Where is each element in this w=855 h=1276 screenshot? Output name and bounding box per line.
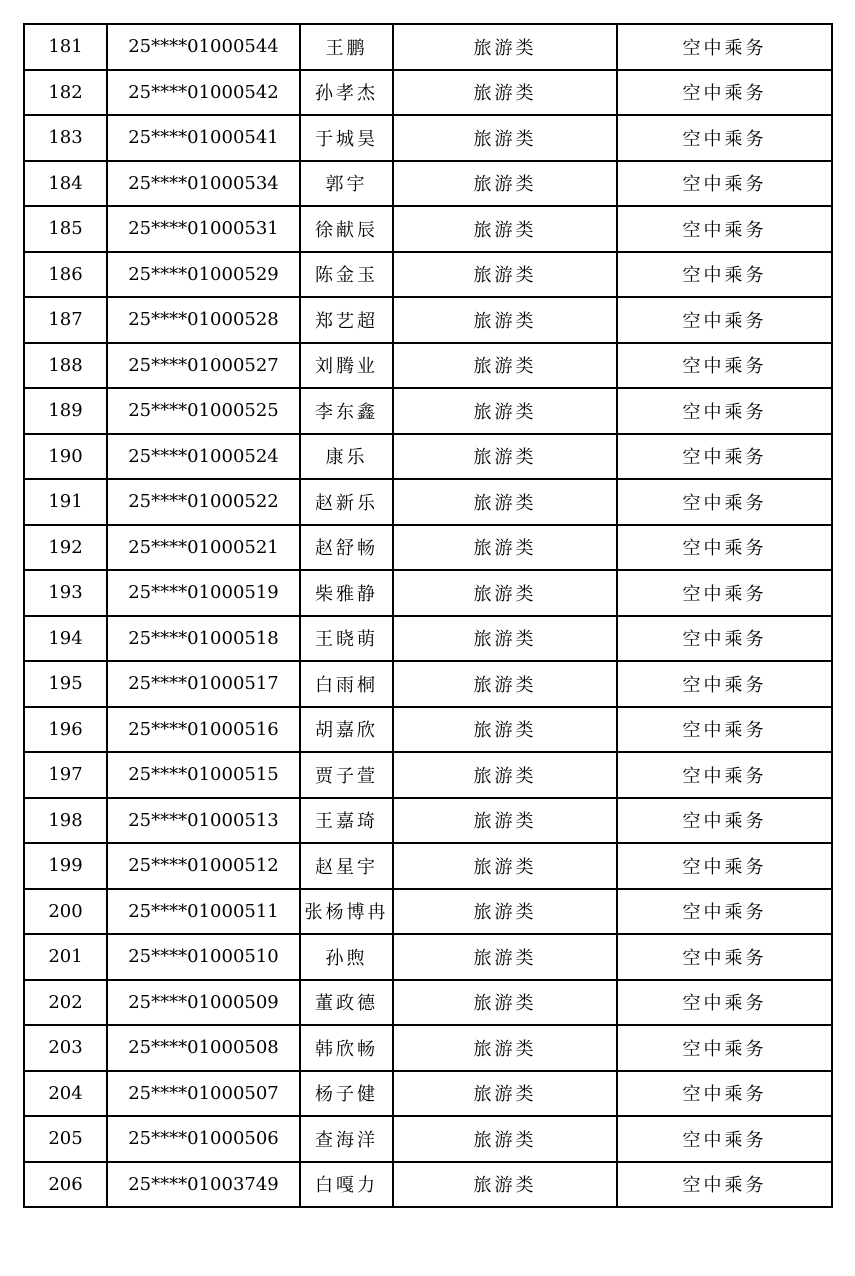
student-name-cell: 董政德 [300, 980, 393, 1026]
category-cell: 旅游类 [393, 1116, 617, 1162]
student-name-cell: 贾子萱 [300, 752, 393, 798]
category-cell: 旅游类 [393, 388, 617, 434]
major-cell: 空中乘务 [617, 570, 832, 616]
table-row [24, 525, 832, 571]
student-name-cell: 于城昊 [300, 115, 393, 161]
student-name-cell: 王鹏 [300, 24, 393, 70]
table-row [24, 980, 832, 1026]
major-cell: 空中乘务 [617, 70, 832, 116]
sequence-number-cell: 201 [24, 934, 107, 980]
sequence-number-cell: 191 [24, 479, 107, 525]
student-name-cell: 刘腾业 [300, 343, 393, 389]
category-cell: 旅游类 [393, 70, 617, 116]
major-cell: 空中乘务 [617, 479, 832, 525]
exam-id-cell: 25****01000521 [107, 525, 300, 571]
student-name-cell: 王晓萌 [300, 616, 393, 662]
category-cell: 旅游类 [393, 479, 617, 525]
category-cell: 旅游类 [393, 616, 617, 662]
table-row [24, 70, 832, 116]
major-cell: 空中乘务 [617, 1116, 832, 1162]
major-cell: 空中乘务 [617, 707, 832, 753]
student-name-cell: 白雨桐 [300, 661, 393, 707]
student-name-cell: 韩欣畅 [300, 1025, 393, 1071]
sequence-number-cell: 197 [24, 752, 107, 798]
category-cell: 旅游类 [393, 1162, 617, 1208]
table-row [24, 343, 832, 389]
major-cell: 空中乘务 [617, 843, 832, 889]
student-name-cell: 孙孝杰 [300, 70, 393, 116]
major-cell: 空中乘务 [617, 752, 832, 798]
student-name-cell: 张杨博冉 [300, 889, 393, 935]
student-name-cell: 柴雅静 [300, 570, 393, 616]
major-cell: 空中乘务 [617, 889, 832, 935]
student-name-cell: 孙煦 [300, 934, 393, 980]
sequence-number-cell: 182 [24, 70, 107, 116]
exam-id-cell: 25****01000518 [107, 616, 300, 662]
student-name-cell: 查海洋 [300, 1116, 393, 1162]
student-name-cell: 杨子健 [300, 1071, 393, 1117]
table-row [24, 661, 832, 707]
table-row [24, 115, 832, 161]
major-cell: 空中乘务 [617, 343, 832, 389]
roster-table-body [24, 24, 832, 1207]
table-row [24, 570, 832, 616]
exam-id-cell: 25****01000508 [107, 1025, 300, 1071]
major-cell: 空中乘务 [617, 388, 832, 434]
major-cell: 空中乘务 [617, 1025, 832, 1071]
major-cell: 空中乘务 [617, 616, 832, 662]
major-cell: 空中乘务 [617, 1162, 832, 1208]
exam-id-cell: 25****01000509 [107, 980, 300, 1026]
sequence-number-cell: 190 [24, 434, 107, 480]
sequence-number-cell: 193 [24, 570, 107, 616]
sequence-number-cell: 183 [24, 115, 107, 161]
table-row [24, 889, 832, 935]
exam-id-cell: 25****01000511 [107, 889, 300, 935]
category-cell: 旅游类 [393, 707, 617, 753]
exam-id-cell: 25****01000513 [107, 798, 300, 844]
exam-id-cell: 25****01000531 [107, 206, 300, 252]
category-cell: 旅游类 [393, 343, 617, 389]
student-name-cell: 赵舒畅 [300, 525, 393, 571]
student-name-cell: 白嘎力 [300, 1162, 393, 1208]
major-cell: 空中乘务 [617, 1071, 832, 1117]
table-row [24, 24, 832, 70]
student-name-cell: 王嘉琦 [300, 798, 393, 844]
sequence-number-cell: 205 [24, 1116, 107, 1162]
table-row [24, 252, 832, 298]
exam-id-cell: 25****01000534 [107, 161, 300, 207]
major-cell: 空中乘务 [617, 798, 832, 844]
sequence-number-cell: 204 [24, 1071, 107, 1117]
sequence-number-cell: 199 [24, 843, 107, 889]
category-cell: 旅游类 [393, 1071, 617, 1117]
sequence-number-cell: 188 [24, 343, 107, 389]
sequence-number-cell: 192 [24, 525, 107, 571]
sequence-number-cell: 198 [24, 798, 107, 844]
table-row [24, 616, 832, 662]
exam-id-cell: 25****01000507 [107, 1071, 300, 1117]
major-cell: 空中乘务 [617, 24, 832, 70]
roster-table [23, 23, 833, 1208]
table-row [24, 934, 832, 980]
exam-id-cell: 25****01000529 [107, 252, 300, 298]
table-row [24, 434, 832, 480]
table-row [24, 843, 832, 889]
table-row [24, 1116, 832, 1162]
sequence-number-cell: 186 [24, 252, 107, 298]
exam-id-cell: 25****01000512 [107, 843, 300, 889]
student-name-cell: 郑艺超 [300, 297, 393, 343]
table-row [24, 1071, 832, 1117]
table-row [24, 479, 832, 525]
exam-id-cell: 25****01000541 [107, 115, 300, 161]
category-cell: 旅游类 [393, 752, 617, 798]
category-cell: 旅游类 [393, 934, 617, 980]
exam-id-cell: 25****01000516 [107, 707, 300, 753]
exam-id-cell: 25****01000519 [107, 570, 300, 616]
sequence-number-cell: 206 [24, 1162, 107, 1208]
exam-id-cell: 25****01000506 [107, 1116, 300, 1162]
category-cell: 旅游类 [393, 980, 617, 1026]
sequence-number-cell: 194 [24, 616, 107, 662]
table-row [24, 707, 832, 753]
sequence-number-cell: 184 [24, 161, 107, 207]
student-name-cell: 赵新乐 [300, 479, 393, 525]
exam-id-cell: 25****01000524 [107, 434, 300, 480]
major-cell: 空中乘务 [617, 934, 832, 980]
major-cell: 空中乘务 [617, 525, 832, 571]
major-cell: 空中乘务 [617, 980, 832, 1026]
major-cell: 空中乘务 [617, 252, 832, 298]
category-cell: 旅游类 [393, 434, 617, 480]
exam-id-cell: 25****01003749 [107, 1162, 300, 1208]
exam-id-cell: 25****01000522 [107, 479, 300, 525]
roster-table-container [23, 23, 831, 1208]
sequence-number-cell: 195 [24, 661, 107, 707]
table-row [24, 1162, 832, 1208]
major-cell: 空中乘务 [617, 115, 832, 161]
major-cell: 空中乘务 [617, 297, 832, 343]
student-name-cell: 李东鑫 [300, 388, 393, 434]
student-name-cell: 陈金玉 [300, 252, 393, 298]
category-cell: 旅游类 [393, 525, 617, 571]
exam-id-cell: 25****01000544 [107, 24, 300, 70]
table-row [24, 297, 832, 343]
table-row [24, 1025, 832, 1071]
category-cell: 旅游类 [393, 798, 617, 844]
major-cell: 空中乘务 [617, 661, 832, 707]
major-cell: 空中乘务 [617, 206, 832, 252]
major-cell: 空中乘务 [617, 161, 832, 207]
student-name-cell: 郭宇 [300, 161, 393, 207]
major-cell: 空中乘务 [617, 434, 832, 480]
exam-id-cell: 25****01000517 [107, 661, 300, 707]
sequence-number-cell: 200 [24, 889, 107, 935]
sequence-number-cell: 202 [24, 980, 107, 1026]
student-name-cell: 康乐 [300, 434, 393, 480]
category-cell: 旅游类 [393, 661, 617, 707]
category-cell: 旅游类 [393, 115, 617, 161]
category-cell: 旅游类 [393, 297, 617, 343]
exam-id-cell: 25****01000510 [107, 934, 300, 980]
sequence-number-cell: 187 [24, 297, 107, 343]
sequence-number-cell: 203 [24, 1025, 107, 1071]
exam-id-cell: 25****01000542 [107, 70, 300, 116]
sequence-number-cell: 181 [24, 24, 107, 70]
student-name-cell: 胡嘉欣 [300, 707, 393, 753]
exam-id-cell: 25****01000515 [107, 752, 300, 798]
table-row [24, 388, 832, 434]
table-row [24, 206, 832, 252]
exam-id-cell: 25****01000525 [107, 388, 300, 434]
student-name-cell: 赵星宇 [300, 843, 393, 889]
category-cell: 旅游类 [393, 24, 617, 70]
table-row [24, 161, 832, 207]
category-cell: 旅游类 [393, 161, 617, 207]
sequence-number-cell: 185 [24, 206, 107, 252]
category-cell: 旅游类 [393, 570, 617, 616]
exam-id-cell: 25****01000528 [107, 297, 300, 343]
category-cell: 旅游类 [393, 1025, 617, 1071]
table-row [24, 798, 832, 844]
category-cell: 旅游类 [393, 252, 617, 298]
category-cell: 旅游类 [393, 843, 617, 889]
table-row [24, 752, 832, 798]
sequence-number-cell: 196 [24, 707, 107, 753]
category-cell: 旅游类 [393, 889, 617, 935]
student-name-cell: 徐献辰 [300, 206, 393, 252]
exam-id-cell: 25****01000527 [107, 343, 300, 389]
sequence-number-cell: 189 [24, 388, 107, 434]
category-cell: 旅游类 [393, 206, 617, 252]
